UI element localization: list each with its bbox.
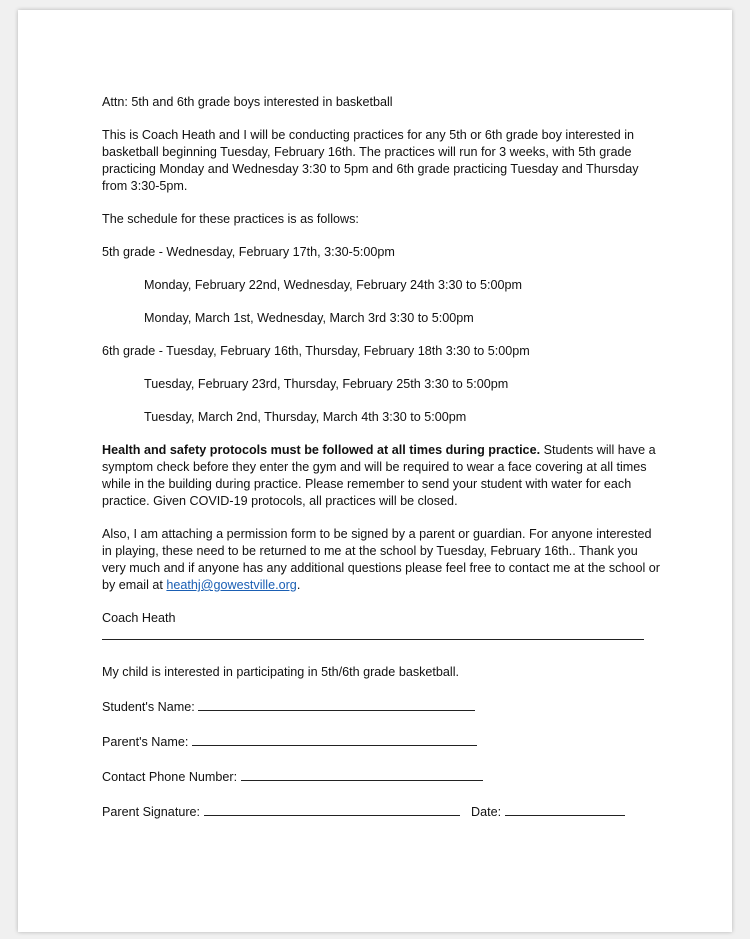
attn-line: Attn: 5th and 6th grade boys interested in basketball	[102, 95, 393, 109]
signoff: Coach Heath	[102, 611, 176, 625]
email-link[interactable]: heathj@gowestville.org	[166, 578, 297, 592]
student-name-row	[102, 698, 662, 716]
grade5-schedule-line-1: 5th grade - Wednesday, February 17th, 3:30-5:00pm	[102, 245, 395, 259]
student-name-label: Student's Name:	[102, 700, 195, 714]
intro-paragraph: This is Coach Heath and I will be conducting practices for any 5th or 6th grade boy interested in basketball beginning Tuesday, February 16th. The practices will run for 3 weeks, with 5th grade practicing Monday and Wednesday 3:30 to 5pm and 6th grade practicing Tuesday and Thursday from 3:30-5pm.	[102, 128, 639, 193]
phone-row	[102, 768, 662, 786]
grade5-schedule-line-3: Monday, March 1st, Wednesday, March 3rd 3:30 to 5:00pm	[144, 311, 474, 325]
document-content	[102, 94, 662, 837]
permission-paragraph	[102, 526, 662, 594]
form-statement: My child is interested in participating in 5th/6th grade basketball.	[102, 665, 460, 679]
grade6-schedule-line-3: Tuesday, March 2nd, Thursday, March 4th 3:30 to 5:00pm	[144, 410, 467, 424]
signature-label: Parent Signature:	[102, 805, 201, 819]
permission-period: .	[296, 578, 301, 592]
student-name-field[interactable]	[198, 698, 475, 711]
signature-row	[102, 803, 662, 821]
document-page	[18, 10, 732, 932]
date-field[interactable]	[505, 803, 625, 816]
phone-label: Contact Phone Number:	[102, 770, 238, 784]
date-label: Date:	[471, 805, 502, 819]
grade5-schedule-line-2: Monday, February 22nd, Wednesday, February 24th 3:30 to 5:00pm	[144, 278, 523, 292]
parent-name-field[interactable]	[192, 733, 477, 746]
parent-name-row	[102, 733, 662, 751]
schedule-intro: The schedule for these practices is as follows:	[102, 212, 359, 226]
health-bold-text: Health and safety protocols must be followed at all times during practice.	[102, 443, 541, 457]
phone-field[interactable]	[241, 768, 483, 781]
health-paragraph	[102, 442, 662, 510]
grade6-schedule-line-2: Tuesday, February 23rd, Thursday, February 25th 3:30 to 5:00pm	[144, 377, 509, 391]
parent-name-label: Parent's Name:	[102, 735, 189, 749]
grade6-schedule-line-1: 6th grade - Tuesday, February 16th, Thursday, February 18th 3:30 to 5:00pm	[102, 344, 530, 358]
section-divider	[102, 639, 644, 640]
permission-text: Also, I am attaching a permission form to be signed by a parent or guardian. For anyone interested in playing, these need to be returned to me at the school by Tuesday, February 16th.. Thank you very much and if anyone has any additional questions please feel free to contact me at the school or by email at	[102, 527, 660, 592]
health-body-text: Students will have a symptom check before they enter the gym and will be required to wear a face covering at all times while in the building during practice. Please remember to send your student with water for each practice. Given COVID-19 protocols, all practices will be closed.	[102, 443, 656, 508]
signature-field[interactable]	[204, 803, 460, 816]
